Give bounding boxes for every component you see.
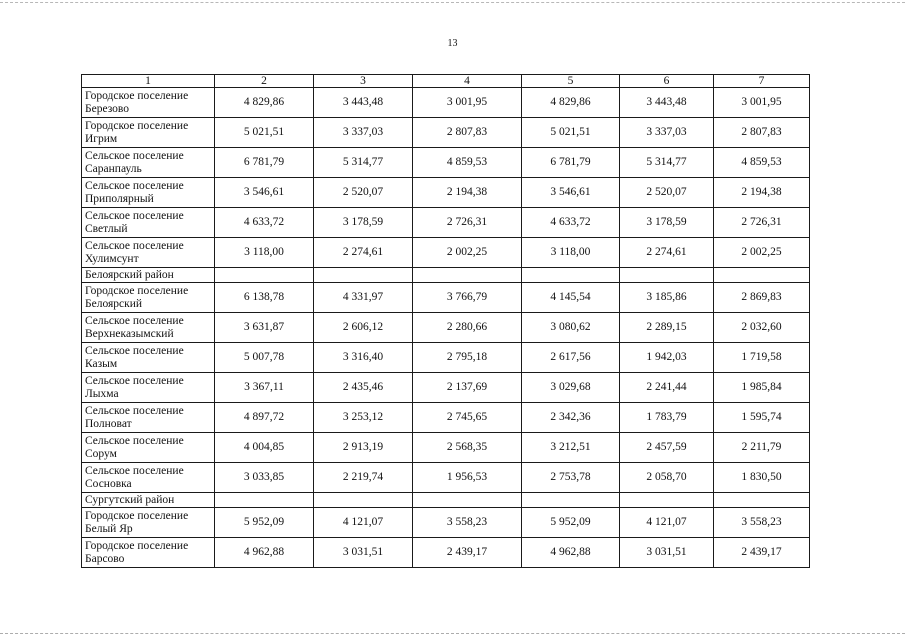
value-cell: 3 029,68 xyxy=(522,373,620,403)
scan-edge-top xyxy=(0,2,905,3)
value-cell: 4 121,07 xyxy=(314,508,413,538)
data-table xyxy=(81,74,810,568)
settlement-type: Сельское поселение xyxy=(85,179,184,192)
value-cell: 2 726,31 xyxy=(413,208,522,238)
empty-cell xyxy=(714,268,810,283)
value-cell: 2 795,18 xyxy=(413,343,522,373)
value-cell: 2 568,35 xyxy=(413,433,522,463)
value-cell: 2 289,15 xyxy=(620,313,714,343)
settlement-name: Казым xyxy=(85,357,118,370)
value-cell: 2 913,19 xyxy=(314,433,413,463)
column-header: 2 xyxy=(215,75,314,88)
settlement-name-cell xyxy=(82,343,215,373)
value-cell: 3 337,03 xyxy=(620,118,714,148)
table-body xyxy=(82,75,810,568)
settlement-type: Сельское поселение xyxy=(85,374,184,387)
section-row xyxy=(82,493,810,508)
value-cell: 1 719,58 xyxy=(714,343,810,373)
value-cell: 2 439,17 xyxy=(413,538,522,568)
column-number-row xyxy=(82,75,810,88)
value-cell: 3 253,12 xyxy=(314,403,413,433)
value-cell: 3 316,40 xyxy=(314,343,413,373)
settlement-name: Хулимсунт xyxy=(85,252,139,265)
value-cell: 2 002,25 xyxy=(413,238,522,268)
value-cell: 5 021,51 xyxy=(522,118,620,148)
value-cell: 6 138,78 xyxy=(215,283,314,313)
value-cell: 2 274,61 xyxy=(620,238,714,268)
value-cell: 1 783,79 xyxy=(620,403,714,433)
settlement-name: Белоярский xyxy=(85,297,143,310)
value-cell: 3 118,00 xyxy=(215,238,314,268)
value-cell: 2 241,44 xyxy=(620,373,714,403)
empty-cell xyxy=(522,268,620,283)
settlement-name-cell xyxy=(82,118,215,148)
value-cell: 3 546,61 xyxy=(522,178,620,208)
table-row xyxy=(82,403,810,433)
column-header: 7 xyxy=(714,75,810,88)
empty-cell xyxy=(314,268,413,283)
empty-cell xyxy=(413,493,522,508)
scan-edge-bottom xyxy=(0,633,905,634)
settlement-type: Городское поселение xyxy=(85,119,189,132)
settlement-type: Сельское поселение xyxy=(85,239,184,252)
table-row xyxy=(82,433,810,463)
settlement-name: Сосновка xyxy=(85,477,132,490)
value-cell: 3 766,79 xyxy=(413,283,522,313)
settlement-name-cell xyxy=(82,508,215,538)
value-cell: 5 007,78 xyxy=(215,343,314,373)
settlement-type: Городское поселение xyxy=(85,284,189,297)
value-cell: 2 194,38 xyxy=(413,178,522,208)
value-cell: 3 546,61 xyxy=(215,178,314,208)
empty-cell xyxy=(620,268,714,283)
value-cell: 2 807,83 xyxy=(714,118,810,148)
value-cell: 2 745,65 xyxy=(413,403,522,433)
empty-cell xyxy=(522,493,620,508)
table-row xyxy=(82,118,810,148)
settlement-name-cell xyxy=(82,178,215,208)
value-cell: 4 633,72 xyxy=(215,208,314,238)
value-cell: 3 558,23 xyxy=(714,508,810,538)
value-cell: 3 031,51 xyxy=(620,538,714,568)
table-row xyxy=(82,178,810,208)
settlement-name: Белый Яр xyxy=(85,522,133,535)
value-cell: 4 004,85 xyxy=(215,433,314,463)
value-cell: 1 595,74 xyxy=(714,403,810,433)
value-cell: 1 830,50 xyxy=(714,463,810,493)
value-cell: 3 178,59 xyxy=(314,208,413,238)
settlement-name-cell xyxy=(82,463,215,493)
settlement-type: Сельское поселение xyxy=(85,149,184,162)
value-cell: 2 219,74 xyxy=(314,463,413,493)
settlement-name: Саранпауль xyxy=(85,162,142,175)
settlement-name-cell xyxy=(82,283,215,313)
table-row xyxy=(82,88,810,118)
settlement-type: Сельское поселение xyxy=(85,314,184,327)
value-cell: 2 520,07 xyxy=(620,178,714,208)
column-header: 1 xyxy=(82,75,215,88)
value-cell: 5 952,09 xyxy=(522,508,620,538)
table-row xyxy=(82,463,810,493)
table-row xyxy=(82,148,810,178)
value-cell: 4 859,53 xyxy=(413,148,522,178)
value-cell: 3 031,51 xyxy=(314,538,413,568)
value-cell: 2 280,66 xyxy=(413,313,522,343)
value-cell: 2 137,69 xyxy=(413,373,522,403)
value-cell: 3 033,85 xyxy=(215,463,314,493)
value-cell: 3 443,48 xyxy=(314,88,413,118)
value-cell: 3 212,51 xyxy=(522,433,620,463)
value-cell: 3 001,95 xyxy=(413,88,522,118)
value-cell: 2 520,07 xyxy=(314,178,413,208)
settlement-type: Сельское поселение xyxy=(85,344,184,357)
settlement-name-cell xyxy=(82,148,215,178)
value-cell: 3 337,03 xyxy=(314,118,413,148)
value-cell: 3 118,00 xyxy=(522,238,620,268)
value-cell: 4 633,72 xyxy=(522,208,620,238)
section-row xyxy=(82,268,810,283)
empty-cell xyxy=(314,493,413,508)
table-row xyxy=(82,343,810,373)
settlement-type: Городское поселение xyxy=(85,509,189,522)
page-number: 13 xyxy=(447,38,458,49)
value-cell: 4 331,97 xyxy=(314,283,413,313)
value-cell: 3 631,87 xyxy=(215,313,314,343)
value-cell: 6 781,79 xyxy=(522,148,620,178)
value-cell: 4 962,88 xyxy=(522,538,620,568)
empty-cell xyxy=(215,493,314,508)
value-cell: 3 080,62 xyxy=(522,313,620,343)
section-title: Белоярский район xyxy=(82,268,215,283)
settlement-name-cell xyxy=(82,208,215,238)
settlement-type: Сельское поселение xyxy=(85,434,184,447)
value-cell: 2 002,25 xyxy=(714,238,810,268)
value-cell: 4 145,54 xyxy=(522,283,620,313)
value-cell: 5 314,77 xyxy=(620,148,714,178)
value-cell: 3 001,95 xyxy=(714,88,810,118)
value-cell: 2 274,61 xyxy=(314,238,413,268)
value-cell: 5 952,09 xyxy=(215,508,314,538)
value-cell: 3 558,23 xyxy=(413,508,522,538)
settlement-type: Сельское поселение xyxy=(85,404,184,417)
value-cell: 2 211,79 xyxy=(714,433,810,463)
value-cell: 2 194,38 xyxy=(714,178,810,208)
value-cell: 2 439,17 xyxy=(714,538,810,568)
settlement-name: Лыхма xyxy=(85,387,119,400)
value-cell: 4 897,72 xyxy=(215,403,314,433)
value-cell: 4 121,07 xyxy=(620,508,714,538)
value-cell: 2 617,56 xyxy=(522,343,620,373)
value-cell: 2 606,12 xyxy=(314,313,413,343)
column-header: 4 xyxy=(413,75,522,88)
settlement-name: Березово xyxy=(85,102,130,115)
value-cell: 2 435,46 xyxy=(314,373,413,403)
value-cell: 2 807,83 xyxy=(413,118,522,148)
empty-cell xyxy=(413,268,522,283)
value-cell: 2 342,36 xyxy=(522,403,620,433)
settlement-name: Сорум xyxy=(85,447,117,460)
settlement-name-cell xyxy=(82,433,215,463)
table-row xyxy=(82,283,810,313)
settlement-type: Сельское поселение xyxy=(85,209,184,222)
value-cell: 5 314,77 xyxy=(314,148,413,178)
value-cell: 4 829,86 xyxy=(215,88,314,118)
settlement-name: Приполярный xyxy=(85,192,154,205)
empty-cell xyxy=(714,493,810,508)
settlement-name: Игрим xyxy=(85,132,118,145)
value-cell: 4 962,88 xyxy=(215,538,314,568)
settlement-name: Верхнеказымский xyxy=(85,327,174,340)
value-cell: 2 869,83 xyxy=(714,283,810,313)
value-cell: 2 457,59 xyxy=(620,433,714,463)
table-row xyxy=(82,508,810,538)
settlement-name-cell xyxy=(82,313,215,343)
value-cell: 2 726,31 xyxy=(714,208,810,238)
settlement-name-cell xyxy=(82,238,215,268)
settlement-name-cell xyxy=(82,373,215,403)
value-cell: 1 956,53 xyxy=(413,463,522,493)
table-row xyxy=(82,208,810,238)
value-cell: 3 178,59 xyxy=(620,208,714,238)
value-cell: 5 021,51 xyxy=(215,118,314,148)
value-cell: 2 753,78 xyxy=(522,463,620,493)
value-cell: 3 367,11 xyxy=(215,373,314,403)
value-cell: 4 829,86 xyxy=(522,88,620,118)
value-cell: 1 985,84 xyxy=(714,373,810,403)
value-cell: 3 443,48 xyxy=(620,88,714,118)
column-header: 5 xyxy=(522,75,620,88)
settlement-type: Городское поселение xyxy=(85,539,189,552)
value-cell: 2 058,70 xyxy=(620,463,714,493)
value-cell: 4 859,53 xyxy=(714,148,810,178)
settlement-name: Полноват xyxy=(85,417,132,430)
settlement-type: Сельское поселение xyxy=(85,464,184,477)
settlement-name-cell xyxy=(82,538,215,568)
table-row xyxy=(82,373,810,403)
value-cell: 2 032,60 xyxy=(714,313,810,343)
settlement-name-cell xyxy=(82,88,215,118)
value-cell: 3 185,86 xyxy=(620,283,714,313)
empty-cell xyxy=(215,268,314,283)
table-row xyxy=(82,538,810,568)
column-header: 3 xyxy=(314,75,413,88)
table-row xyxy=(82,238,810,268)
empty-cell xyxy=(620,493,714,508)
settlement-name: Светлый xyxy=(85,222,128,235)
value-cell: 6 781,79 xyxy=(215,148,314,178)
value-cell: 1 942,03 xyxy=(620,343,714,373)
column-header: 6 xyxy=(620,75,714,88)
settlement-name-cell xyxy=(82,403,215,433)
section-title: Сургутский район xyxy=(82,493,215,508)
table-row xyxy=(82,313,810,343)
settlement-name: Барсово xyxy=(85,552,125,565)
settlement-type: Городское поселение xyxy=(85,89,189,102)
